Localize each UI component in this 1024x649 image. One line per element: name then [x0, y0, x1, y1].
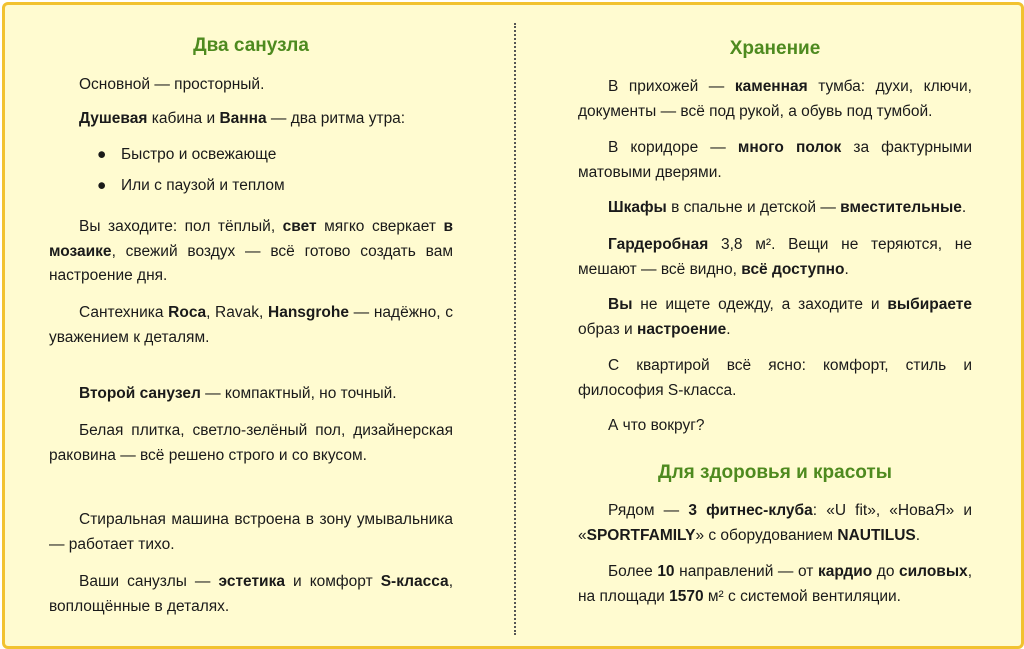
para-plumbing: Сантехника Roca, Ravak, Hansgrohe — надёжно, с уважением к деталям. — [49, 304, 453, 346]
para-tiles: Белая плитка, светло-зелёный пол, дизайнерская раковина — всё решено строго и со вкусом. — [49, 422, 453, 464]
heading-health: Для здоровья и красоты — [658, 462, 892, 483]
para-apartment: С квартирой всё ясно: комфорт, стиль и философия S-класса. — [578, 357, 972, 399]
para-second-bathroom: Второй санузел — компактный, но точный. — [79, 385, 397, 402]
para-corridor: В коридоре — много полок за фактурными матовыми дверями. — [578, 139, 972, 181]
para-aesthetics: Ваши санузлы — эстетика и комфорт S-класса, воплощённые в деталях. — [49, 573, 453, 615]
para-dressing-room: Гардеробная 3,8 м². Вещи не теряются, не мешают — всё видно, всё доступно. — [578, 236, 972, 278]
para-warm-floor: Вы заходите: пол тёплый, свет мягко сверкает в мозаике, свежий воздух — всё готово создать вам настроение дня. — [49, 218, 453, 284]
column-divider — [514, 23, 516, 635]
page-frame — [2, 2, 1024, 649]
para-fitness: Рядом — 3 фитнес-клуба: «U fit», «НоваЯ» и «SPORTFAMILY» с оборудованием NAUTILUS. — [578, 502, 973, 544]
left-column — [49, 5, 453, 646]
list-item: ● Быстро и освежающе — [49, 143, 453, 168]
para-hallway: В прихожей — каменная тумба: духи, ключи, документы — всё под рукой, а обувь под тумбой. — [578, 78, 972, 120]
bullet-icon: ● — [97, 176, 107, 194]
para-directions: Более 10 направлений — от кардио до силовых, на площади 1570 м² с системой вентиляции. — [578, 563, 972, 605]
para-wardrobes: Шкафы в спальне и детской — вместительные. — [608, 199, 967, 216]
heading-bathrooms: Два санузла — [193, 35, 309, 56]
para-around: А что вокруг? — [608, 417, 705, 434]
bullet-icon: ● — [97, 146, 107, 163]
para-choose: Вы не ищете одежду, а заходите и выбираете образ и настроение. — [578, 296, 972, 338]
para-shower-bath: Душевая кабина и Ванна — два ритма утра: — [79, 110, 406, 127]
bullet-list — [49, 143, 453, 198]
para-main-bathroom: Основной — просторный. — [79, 76, 265, 93]
right-column — [578, 5, 972, 646]
para-washing-machine: Стиральная машина встроена в зону умывальника — работает тихо. — [49, 511, 453, 553]
list-item: ● Или с паузой и теплом — [49, 174, 453, 199]
heading-storage: Хранение — [729, 38, 821, 59]
